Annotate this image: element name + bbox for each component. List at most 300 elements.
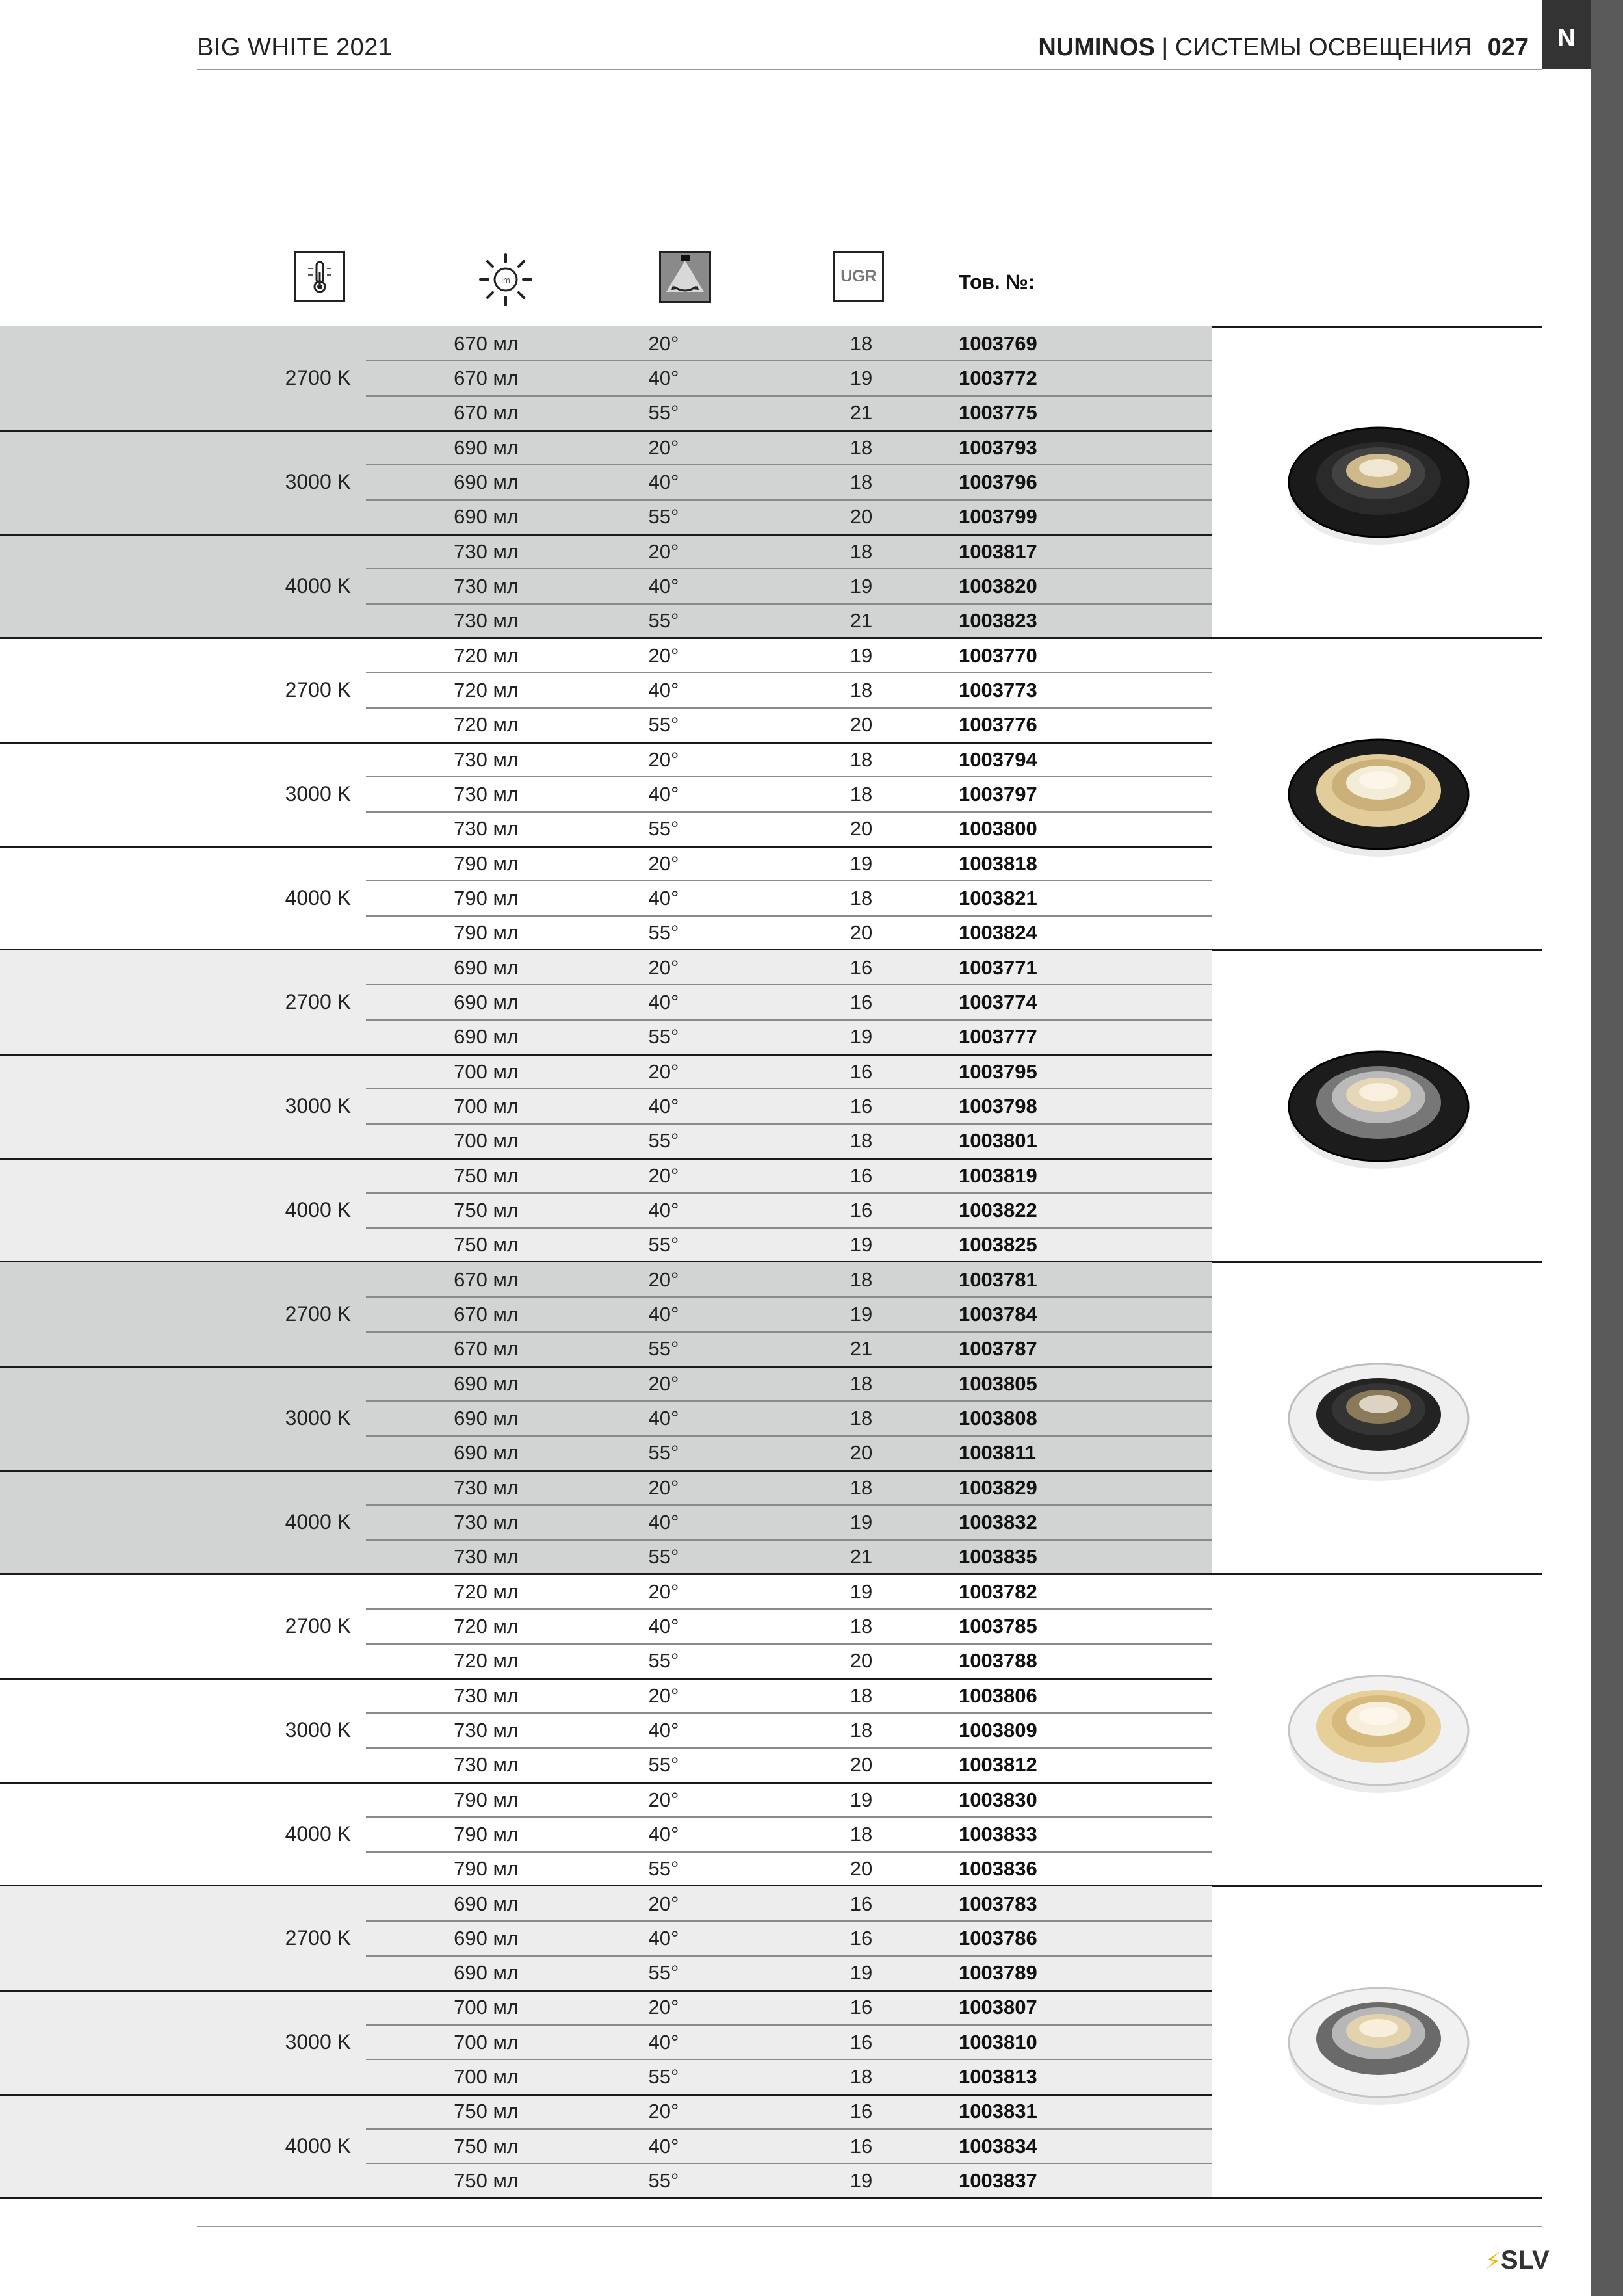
beam-angle-value: 40° bbox=[648, 1302, 679, 1325]
lumen-value: 700 мл bbox=[454, 2030, 519, 2054]
beam-angle-value: 20° bbox=[648, 1684, 679, 1707]
table-row[interactable] bbox=[366, 1436, 1212, 1470]
ugr-value: 19 bbox=[850, 1025, 873, 1049]
row-rule bbox=[366, 568, 1212, 569]
article-number[interactable]: 1003772 bbox=[959, 366, 1037, 389]
beam-angle-value: 20° bbox=[648, 1788, 679, 1811]
article-number[interactable]: 1003784 bbox=[959, 1302, 1037, 1325]
color-temperature-group bbox=[0, 1470, 1212, 1574]
beam-angle-value: 40° bbox=[648, 1718, 679, 1742]
section-tab[interactable]: N bbox=[1542, 0, 1591, 69]
table-row[interactable] bbox=[366, 361, 1212, 395]
ugr-value: 19 bbox=[850, 1788, 873, 1811]
color-temperature-label: 4000 K bbox=[285, 2133, 351, 2158]
product-block bbox=[0, 1574, 1542, 1886]
lumen-value: 750 мл bbox=[454, 2169, 519, 2193]
table-row[interactable] bbox=[366, 1540, 1212, 1574]
table-row[interactable] bbox=[366, 1470, 1212, 1505]
table-row[interactable] bbox=[366, 638, 1212, 673]
ugr-value: 18 bbox=[850, 2065, 873, 2089]
logo-text: SLV bbox=[1500, 2246, 1550, 2275]
table-row[interactable] bbox=[366, 1193, 1212, 1227]
row-rule bbox=[366, 915, 1212, 917]
downlight-shape bbox=[1359, 1395, 1398, 1413]
table-row[interactable] bbox=[366, 1401, 1212, 1435]
article-number[interactable]: 1003793 bbox=[959, 436, 1037, 459]
beam-angle-value: 55° bbox=[648, 401, 679, 424]
beam-angle-value: 40° bbox=[648, 1614, 679, 1637]
lumen-value: 670 мл bbox=[454, 1268, 519, 1291]
table-row[interactable] bbox=[366, 1678, 1212, 1713]
product-photo bbox=[1287, 1041, 1470, 1171]
ugr-value: 18 bbox=[850, 1718, 873, 1742]
lumen-value: 720 мл bbox=[454, 713, 519, 737]
ugr-value: 18 bbox=[850, 470, 873, 493]
product-block bbox=[0, 1262, 1542, 1574]
ugr-value: 18 bbox=[850, 1372, 873, 1395]
table-row[interactable] bbox=[366, 985, 1212, 1019]
footer-divider bbox=[197, 2226, 1542, 2227]
row-rule bbox=[366, 1019, 1212, 1021]
table-row[interactable] bbox=[366, 1124, 1212, 1158]
color-temperature-group bbox=[0, 1782, 1212, 1886]
lumen-value: 730 мл bbox=[454, 748, 519, 771]
ugr-value: 18 bbox=[850, 1268, 873, 1291]
article-number[interactable]: 1003770 bbox=[959, 644, 1037, 667]
ugr-value: 18 bbox=[850, 886, 873, 909]
beam-angle-value: 40° bbox=[648, 574, 679, 597]
table-row[interactable] bbox=[366, 1990, 1212, 2025]
color-temperature-group bbox=[0, 1366, 1212, 1470]
color-temperature-group bbox=[0, 326, 1212, 430]
table-row[interactable] bbox=[366, 1228, 1212, 1262]
row-rule bbox=[366, 1192, 1212, 1194]
ugr-value: 19 bbox=[850, 1302, 873, 1325]
table-row[interactable] bbox=[366, 1921, 1212, 1955]
lumen-value: 690 мл bbox=[454, 1961, 519, 1985]
article-number[interactable]: 1003811 bbox=[959, 1441, 1036, 1465]
lumen-value: 690 мл bbox=[454, 1372, 519, 1395]
lumen-value: 720 мл bbox=[454, 644, 519, 667]
lumen-value: 790 мл bbox=[454, 852, 519, 875]
row-rule bbox=[366, 2024, 1212, 2026]
ugr-value: 18 bbox=[850, 332, 873, 355]
ugr-value: 16 bbox=[850, 1094, 873, 1117]
beam-angle-value: 20° bbox=[648, 1060, 679, 1083]
lumen-value: 750 мл bbox=[454, 1233, 519, 1257]
table-row[interactable] bbox=[366, 1297, 1212, 1331]
ugr-value: 19 bbox=[850, 574, 873, 597]
article-number[interactable]: 1003771 bbox=[959, 956, 1037, 979]
table-row[interactable] bbox=[366, 2094, 1212, 2129]
color-temperature-label: 3000 K bbox=[285, 781, 351, 805]
ugr-value: 20 bbox=[850, 505, 873, 528]
lumen-value: 690 мл bbox=[454, 956, 519, 979]
lumen-value: 720 мл bbox=[454, 678, 519, 701]
downlight-shape bbox=[1359, 1707, 1398, 1725]
beam-angle-value: 55° bbox=[648, 817, 679, 841]
beam-angle-value: 40° bbox=[648, 990, 679, 1013]
row-rule bbox=[366, 1539, 1212, 1541]
article-number[interactable]: 1003830 bbox=[959, 1788, 1037, 1811]
lumen-value: 730 мл bbox=[454, 540, 519, 563]
article-number[interactable]: 1003777 bbox=[959, 1025, 1037, 1049]
color-temperature-label: 4000 K bbox=[285, 573, 351, 597]
beam-angle-value: 40° bbox=[648, 782, 679, 805]
table-row[interactable] bbox=[366, 1817, 1212, 1851]
color-temperature-group bbox=[0, 950, 1212, 1054]
table-row[interactable] bbox=[366, 534, 1212, 569]
table-row[interactable] bbox=[366, 1886, 1212, 1921]
row-rule bbox=[366, 1296, 1212, 1298]
ugr-value: 18 bbox=[850, 1614, 873, 1637]
lumen-value: 720 мл bbox=[454, 1649, 519, 1673]
table-row[interactable] bbox=[366, 500, 1212, 534]
table-row[interactable] bbox=[366, 326, 1212, 361]
article-number[interactable]: 1003786 bbox=[959, 1926, 1037, 1950]
beam-angle-value: 40° bbox=[648, 1094, 679, 1117]
color-temperature-group bbox=[0, 2094, 1212, 2198]
article-number[interactable]: 1003798 bbox=[959, 1094, 1037, 1117]
color-temperature-label: 4000 K bbox=[285, 1509, 351, 1533]
article-number[interactable]: 1003775 bbox=[959, 401, 1037, 424]
bolt-icon: ⚡ bbox=[1485, 2249, 1501, 2274]
table-row[interactable] bbox=[366, 569, 1212, 603]
table-row[interactable] bbox=[366, 1158, 1212, 1193]
table-row[interactable] bbox=[366, 430, 1212, 465]
downlight-image bbox=[1287, 1665, 1470, 1795]
beam-angle-value: 40° bbox=[648, 366, 679, 389]
article-number[interactable]: 1003783 bbox=[959, 1892, 1037, 1915]
article-number[interactable]: 1003818 bbox=[959, 852, 1037, 875]
article-number[interactable]: 1003794 bbox=[959, 748, 1037, 771]
category-name: СИСТЕМЫ ОСВЕЩЕНИЯ bbox=[1175, 34, 1472, 61]
ugr-value: 20 bbox=[850, 1753, 873, 1777]
article-number[interactable]: 1003819 bbox=[959, 1164, 1037, 1187]
article-number[interactable]: 1003797 bbox=[959, 782, 1037, 805]
article-number[interactable]: 1003834 bbox=[959, 2134, 1037, 2158]
table-row[interactable] bbox=[366, 1505, 1212, 1539]
ugr-value: 19 bbox=[850, 1510, 873, 1533]
article-number[interactable]: 1003822 bbox=[959, 1198, 1037, 1221]
downlight-shape bbox=[1359, 771, 1398, 789]
article-number[interactable]: 1003832 bbox=[959, 1510, 1037, 1533]
article-number[interactable]: 1003817 bbox=[959, 540, 1037, 563]
row-rule bbox=[366, 1435, 1212, 1437]
beam-angle-value: 55° bbox=[648, 921, 679, 945]
article-number[interactable]: 1003812 bbox=[959, 1753, 1037, 1777]
table-row[interactable] bbox=[366, 1054, 1212, 1089]
article-number[interactable]: 1003799 bbox=[959, 505, 1037, 528]
table-row[interactable] bbox=[366, 950, 1212, 985]
article-number[interactable]: 1003801 bbox=[959, 1129, 1037, 1153]
ugr-value: 18 bbox=[850, 748, 873, 771]
table-row[interactable] bbox=[366, 604, 1212, 638]
row-rule bbox=[366, 1400, 1212, 1402]
article-number[interactable]: 1003774 bbox=[959, 990, 1037, 1013]
lumen-value: 730 мл bbox=[454, 1718, 519, 1742]
beam-angle-value: 55° bbox=[648, 1337, 679, 1361]
article-number[interactable]: 1003773 bbox=[959, 678, 1037, 701]
row-rule bbox=[366, 499, 1212, 501]
ugr-value: 18 bbox=[850, 1476, 873, 1499]
lumen-value: 720 мл bbox=[454, 1580, 519, 1603]
beam-angle-value: 55° bbox=[648, 1441, 679, 1465]
article-number[interactable]: 1003807 bbox=[959, 1996, 1037, 2019]
color-temperature-label: 2700 K bbox=[285, 1613, 351, 1637]
article-number[interactable]: 1003837 bbox=[959, 2169, 1037, 2193]
ugr-value: 21 bbox=[850, 1545, 873, 1569]
lumen-value: 690 мл bbox=[454, 1892, 519, 1915]
lumen-value: 750 мл bbox=[454, 2134, 519, 2158]
article-number[interactable]: 1003813 bbox=[959, 2065, 1037, 2089]
row-rule bbox=[366, 776, 1212, 777]
table-row[interactable] bbox=[366, 396, 1212, 430]
beam-angle-value: 20° bbox=[648, 1892, 679, 1915]
color-temperature-group bbox=[0, 1990, 1212, 2094]
ugr-value: 16 bbox=[850, 990, 873, 1013]
article-number[interactable]: 1003820 bbox=[959, 574, 1037, 597]
article-number[interactable]: 1003836 bbox=[959, 1857, 1037, 1881]
color-temperature-group bbox=[0, 1678, 1212, 1782]
beam-angle-value: 20° bbox=[648, 1372, 679, 1395]
article-number[interactable]: 1003821 bbox=[959, 886, 1037, 909]
page-number: 027 bbox=[1487, 34, 1529, 61]
color-temperature-group bbox=[0, 742, 1212, 846]
lumen-value: 690 мл bbox=[454, 1406, 519, 1429]
beam-angle-value: 55° bbox=[648, 2065, 679, 2089]
row-rule bbox=[366, 1712, 1212, 1714]
table-row[interactable] bbox=[366, 1852, 1212, 1886]
lumen-value: 730 мл bbox=[454, 1476, 519, 1499]
lumen-value: 670 мл bbox=[454, 1302, 519, 1325]
beam-angle-value: 40° bbox=[648, 1406, 679, 1429]
table-row[interactable] bbox=[366, 2129, 1212, 2163]
article-number[interactable]: 1003833 bbox=[959, 1822, 1037, 1846]
lumen-value: 670 мл bbox=[454, 1337, 519, 1361]
lumen-value: 700 мл bbox=[454, 1094, 519, 1117]
ugr-value: 20 bbox=[850, 1857, 873, 1881]
downlight-shape bbox=[1359, 2019, 1398, 2037]
article-number[interactable]: 1003788 bbox=[959, 1649, 1037, 1673]
lumen-value: 670 мл bbox=[454, 366, 519, 389]
product-block bbox=[0, 1886, 1542, 2198]
beam-angle-value: 55° bbox=[648, 609, 679, 633]
lumen-value: 700 мл bbox=[454, 1060, 519, 1083]
ugr-value: 18 bbox=[850, 782, 873, 805]
article-number[interactable]: 1003800 bbox=[959, 817, 1037, 841]
ugr-value: 16 bbox=[850, 1996, 873, 2019]
article-number[interactable]: 1003825 bbox=[959, 1233, 1037, 1257]
lumen-value: 730 мл bbox=[454, 1753, 519, 1777]
header-divider bbox=[197, 69, 1542, 70]
article-number[interactable]: 1003835 bbox=[959, 1545, 1037, 1569]
color-temperature-label: 2700 K bbox=[285, 989, 351, 1013]
table-row[interactable] bbox=[366, 1089, 1212, 1123]
color-temperature-label: 3000 K bbox=[285, 2029, 351, 2054]
row-rule bbox=[366, 1123, 1212, 1125]
ugr-value: 16 bbox=[850, 1198, 873, 1221]
article-number[interactable]: 1003781 bbox=[959, 1268, 1037, 1291]
row-rule bbox=[366, 464, 1212, 465]
row-rule bbox=[366, 2128, 1212, 2130]
lumen-value: 730 мл bbox=[454, 782, 519, 805]
ugr-value: 21 bbox=[850, 1337, 873, 1361]
downlight-shape bbox=[1359, 459, 1398, 477]
lumen-value: 700 мл bbox=[454, 2065, 519, 2089]
ugr-value: 19 bbox=[850, 852, 873, 875]
article-number[interactable]: 1003824 bbox=[959, 921, 1037, 945]
color-temperature-group bbox=[0, 638, 1212, 742]
article-number[interactable]: 1003810 bbox=[959, 2030, 1037, 2054]
table-row[interactable] bbox=[366, 1020, 1212, 1054]
ugr-value: 21 bbox=[850, 401, 873, 424]
lumen-value: 670 мл bbox=[454, 332, 519, 355]
lumen-label: lm bbox=[501, 275, 510, 285]
beam-angle-value: 40° bbox=[648, 1198, 679, 1221]
table-row[interactable] bbox=[366, 2025, 1212, 2059]
lumen-value: 670 мл bbox=[454, 401, 519, 424]
table-row[interactable] bbox=[366, 742, 1212, 777]
product-block bbox=[0, 638, 1542, 950]
article-number-header: Тов. №: bbox=[959, 270, 1035, 293]
color-temperature-label: 4000 K bbox=[285, 1821, 351, 1846]
article-number[interactable]: 1003806 bbox=[959, 1684, 1037, 1707]
beam-angle-value: 55° bbox=[648, 1129, 679, 1153]
downlight-image bbox=[1287, 417, 1470, 547]
beam-angle-value: 55° bbox=[648, 505, 679, 528]
color-temperature-label: 3000 K bbox=[285, 469, 351, 493]
lumen-value: 700 мл bbox=[454, 1996, 519, 2019]
article-number[interactable]: 1003787 bbox=[959, 1337, 1037, 1361]
color-temperature-label: 3000 K bbox=[285, 1093, 351, 1117]
table-row[interactable] bbox=[366, 673, 1212, 707]
ugr-icon: UGR bbox=[833, 251, 884, 302]
lumen-value: 690 мл bbox=[454, 470, 519, 493]
beam-angle-value: 40° bbox=[648, 678, 679, 701]
ugr-value: 19 bbox=[850, 644, 873, 667]
article-number[interactable]: 1003808 bbox=[959, 1406, 1037, 1429]
table-row[interactable] bbox=[366, 1332, 1212, 1366]
table-row[interactable] bbox=[366, 2059, 1212, 2094]
row-rule bbox=[366, 1955, 1212, 1957]
lumen-value: 730 мл bbox=[454, 1545, 519, 1569]
beam-angle-value: 20° bbox=[648, 2100, 679, 2123]
ugr-value: 18 bbox=[850, 1129, 873, 1153]
product-photo bbox=[1287, 1977, 1470, 2107]
table-row[interactable] bbox=[366, 1609, 1212, 1643]
beam-angle-value: 40° bbox=[648, 1510, 679, 1533]
product-photo bbox=[1287, 417, 1470, 547]
lumen-value: 730 мл bbox=[454, 817, 519, 841]
ugr-value: 18 bbox=[850, 540, 873, 563]
lumen-value: 730 мл bbox=[454, 1684, 519, 1707]
color-temperature-group bbox=[0, 534, 1212, 638]
ugr-value: 19 bbox=[850, 366, 873, 389]
article-number[interactable]: 1003809 bbox=[959, 1718, 1037, 1742]
article-number[interactable]: 1003789 bbox=[959, 1961, 1037, 1985]
table-row[interactable] bbox=[366, 465, 1212, 499]
beam-angle-value: 55° bbox=[648, 713, 679, 737]
downlight-shape bbox=[1359, 1083, 1398, 1101]
beam-angle-value: 40° bbox=[648, 470, 679, 493]
lumen-value: 700 мл bbox=[454, 1129, 519, 1153]
ugr-value: 16 bbox=[850, 1926, 873, 1950]
brand-name: NUMINOS bbox=[1038, 34, 1155, 61]
ugr-value: 16 bbox=[850, 956, 873, 979]
table-row[interactable] bbox=[366, 1574, 1212, 1609]
article-number[interactable]: 1003776 bbox=[959, 713, 1037, 737]
product-photo bbox=[1287, 1665, 1470, 1795]
color-temperature-label: 4000 K bbox=[285, 885, 351, 909]
table-row[interactable] bbox=[366, 1366, 1212, 1401]
article-number[interactable]: 1003831 bbox=[959, 2100, 1037, 2123]
article-number[interactable]: 1003795 bbox=[959, 1060, 1037, 1083]
ugr-value: 16 bbox=[850, 1892, 873, 1915]
article-number[interactable]: 1003769 bbox=[959, 332, 1037, 355]
row-rule bbox=[366, 2059, 1212, 2060]
color-temperature-group bbox=[0, 1886, 1212, 1990]
table-row[interactable] bbox=[366, 916, 1212, 950]
beam-angle-value: 20° bbox=[648, 748, 679, 771]
row-rule bbox=[366, 360, 1212, 361]
table-row[interactable] bbox=[366, 1748, 1212, 1782]
lumen-value: 790 мл bbox=[454, 921, 519, 945]
lumen-value: 690 мл bbox=[454, 1926, 519, 1950]
luminous-flux-icon bbox=[477, 251, 528, 302]
table-row[interactable] bbox=[366, 881, 1212, 915]
beam-angle-value: 20° bbox=[648, 1580, 679, 1603]
table-row[interactable] bbox=[366, 1644, 1212, 1678]
lumen-value: 720 мл bbox=[454, 1614, 519, 1637]
color-temperature-group bbox=[0, 430, 1212, 534]
table-row[interactable] bbox=[366, 1262, 1212, 1297]
table-row[interactable] bbox=[366, 812, 1212, 846]
article-number[interactable]: 1003785 bbox=[959, 1614, 1037, 1637]
downlight-image bbox=[1287, 1041, 1470, 1171]
beam-angle-value: 55° bbox=[648, 1857, 679, 1881]
beam-angle-value: 40° bbox=[648, 1926, 679, 1950]
article-number[interactable]: 1003796 bbox=[959, 470, 1037, 493]
beam-angle-value: 20° bbox=[648, 1164, 679, 1187]
color-temperature-group bbox=[0, 1574, 1212, 1678]
product-block bbox=[0, 950, 1542, 1262]
row-rule bbox=[366, 984, 1212, 985]
table-row[interactable] bbox=[366, 1782, 1212, 1817]
article-number[interactable]: 1003805 bbox=[959, 1372, 1037, 1395]
table-row[interactable] bbox=[366, 1713, 1212, 1747]
beam-angle-value: 55° bbox=[648, 2169, 679, 2193]
ugr-value: 20 bbox=[850, 1441, 873, 1465]
catalog-title: BIG WHITE 2021 bbox=[197, 34, 393, 61]
beam-angle-value: 20° bbox=[648, 1996, 679, 2019]
row-rule bbox=[366, 1643, 1212, 1645]
table-row[interactable] bbox=[366, 2163, 1212, 2198]
beam-angle-value: 40° bbox=[648, 1822, 679, 1846]
table-row[interactable] bbox=[366, 777, 1212, 811]
table-row[interactable] bbox=[366, 846, 1212, 881]
article-number[interactable]: 1003823 bbox=[959, 609, 1037, 633]
beam-angle-value: 40° bbox=[648, 2134, 679, 2158]
beam-angle-value: 20° bbox=[648, 852, 679, 875]
beam-angle-value: 40° bbox=[648, 2030, 679, 2054]
article-number[interactable]: 1003829 bbox=[959, 1476, 1037, 1499]
table-row[interactable] bbox=[366, 1956, 1212, 1990]
article-number[interactable]: 1003782 bbox=[959, 1580, 1037, 1603]
ugr-value: 18 bbox=[850, 1406, 873, 1429]
beam-angle-icon bbox=[659, 251, 711, 303]
table-row[interactable] bbox=[366, 708, 1212, 742]
